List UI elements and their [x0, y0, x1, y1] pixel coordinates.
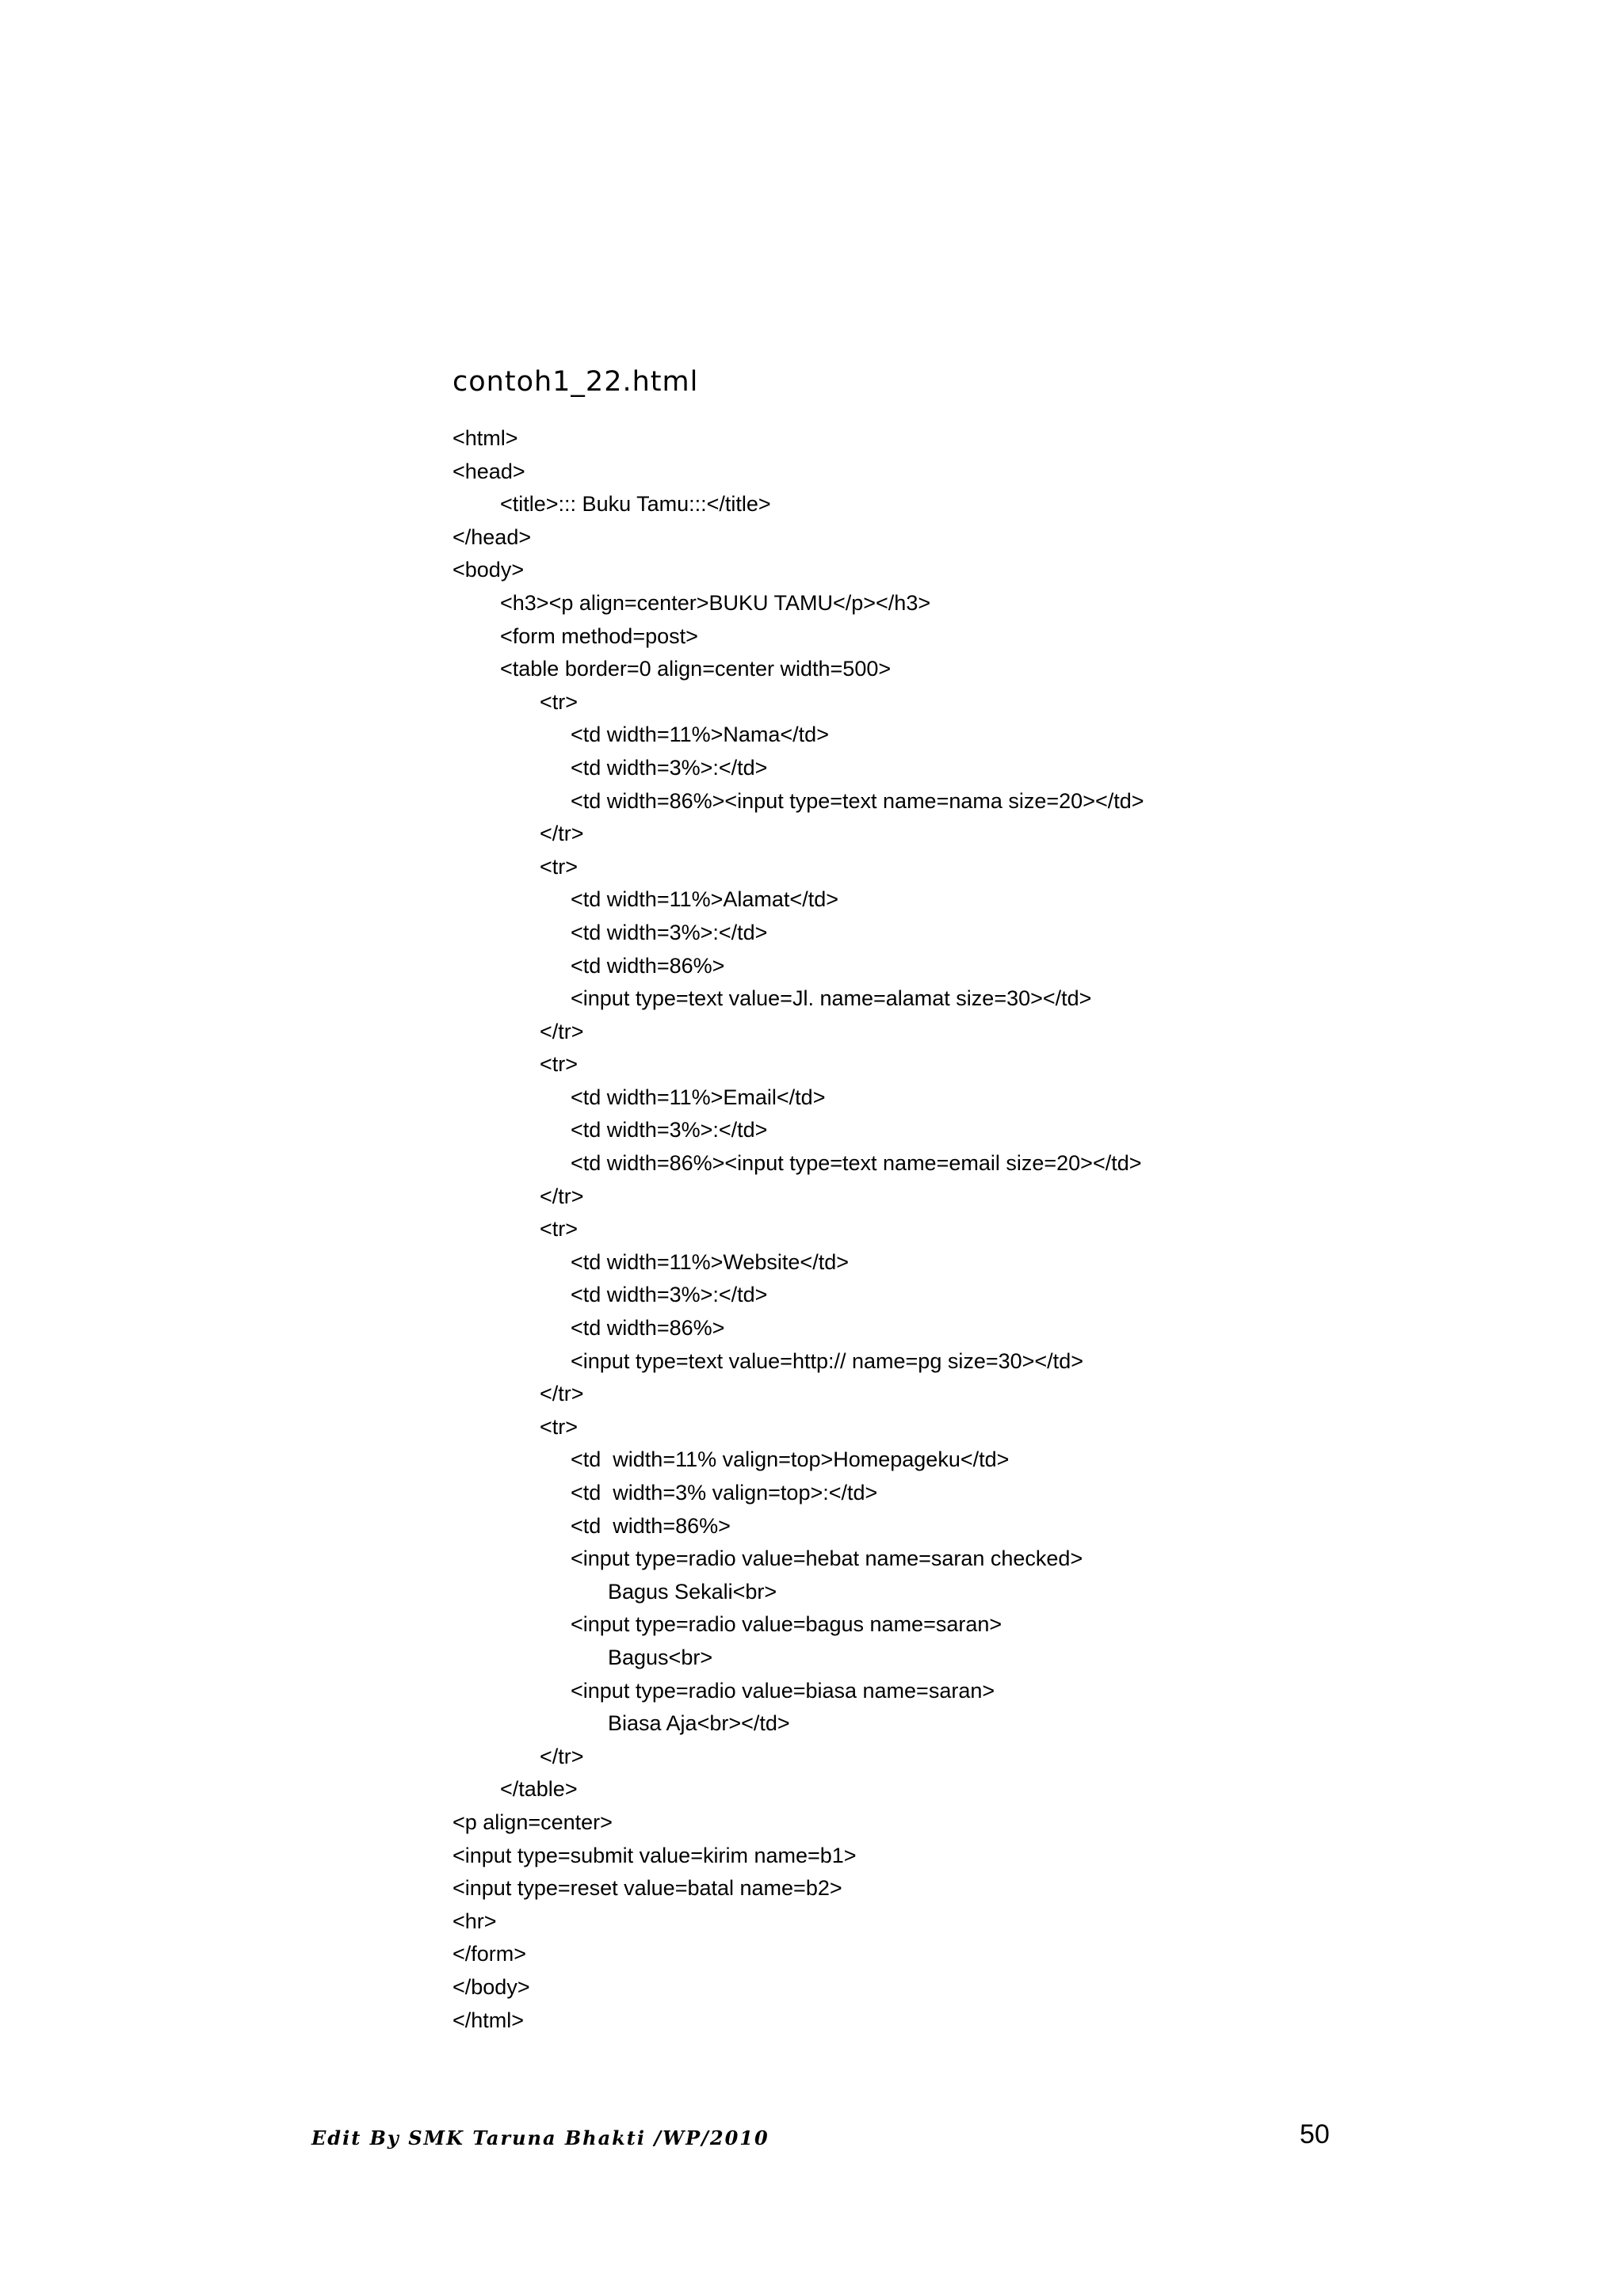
- code-line: </table>: [500, 1777, 578, 1802]
- footer-credit: Edit By SMK Taruna Bhakti /WP/2010: [311, 2126, 769, 2149]
- code-line: <input type=radio value=bagus name=saran>: [571, 1612, 1002, 1637]
- code-line: <td width=3% valign=top>:</td>: [571, 1481, 878, 1505]
- code-line: <h3><p align=center>BUKU TAMU</p></h3>: [500, 590, 931, 615]
- code-line: <title>::: Buku Tamu:::</title>: [500, 492, 771, 517]
- code-line: <p align=center>: [453, 1810, 613, 1834]
- code-line: <td width=3%>:</td>: [571, 1283, 768, 1307]
- code-line: <input type=radio value=hebat name=saran checked>: [571, 1547, 1083, 1571]
- code-line: <td width=11%>Alamat</td>: [571, 887, 838, 912]
- code-line: <input type=reset value=batal name=b2>: [453, 1876, 842, 1901]
- code-line: <tr>: [540, 1414, 579, 1439]
- code-line: <td width=3%>:</td>: [571, 1118, 768, 1142]
- code-line: Bagus<br>: [608, 1645, 713, 1669]
- code-line: <tr>: [540, 1217, 579, 1241]
- code-line: Biasa Aja<br></td>: [608, 1711, 790, 1736]
- code-line: <td width=86%>: [571, 1316, 725, 1341]
- code-line: </body>: [453, 1974, 530, 1999]
- code-line: <input type=radio value=biasa name=saran>: [571, 1678, 995, 1703]
- code-line: <td width=3%>:</td>: [571, 755, 768, 780]
- code-line: <table border=0 align=center width=500>: [500, 657, 892, 681]
- code-line: <td width=86%><input type=text name=nama size=20></td>: [571, 788, 1144, 813]
- code-line: </html>: [453, 2008, 525, 2032]
- code-line: <input type=submit value=kirim name=b1>: [453, 1843, 857, 1867]
- code-line: <form method=post>: [500, 624, 698, 648]
- code-line: <body>: [453, 558, 525, 582]
- code-line: <tr>: [540, 1052, 579, 1077]
- code-line: <tr>: [540, 689, 579, 714]
- code-line: </form>: [453, 1942, 527, 1966]
- code-line: <td width=3%>:</td>: [571, 920, 768, 944]
- code-line: <td width=86%>: [571, 1513, 731, 1538]
- code-line: Bagus Sekali<br>: [608, 1579, 777, 1604]
- code-line: </tr>: [540, 1019, 584, 1043]
- code-line: </tr>: [540, 1744, 584, 1768]
- code-line: <td width=86%>: [571, 953, 725, 978]
- code-line: <input type=text value=Jl. name=alamat size=30></td>: [571, 986, 1092, 1011]
- code-line: <head>: [453, 459, 525, 483]
- code-line: <td width=11% valign=top>Homepageku</td>: [571, 1447, 1010, 1472]
- code-line: </tr>: [540, 1382, 584, 1406]
- code-line: </tr>: [540, 1184, 584, 1208]
- code-line: <td width=11%>Nama</td>: [571, 723, 829, 747]
- code-line: <hr>: [453, 1909, 497, 1933]
- code-line: <input type=text value=http:// name=pg size=30></td>: [571, 1348, 1083, 1373]
- code-line: <html>: [453, 426, 518, 450]
- code-line: <td width=86%><input type=text name=email size=20></td>: [571, 1151, 1142, 1176]
- code-listing: [453, 422, 1443, 2037]
- page-title: contoh1_22.html: [453, 366, 699, 398]
- code-line: </head>: [453, 524, 532, 549]
- code-line: <tr>: [540, 854, 579, 879]
- code-line: </tr>: [540, 822, 584, 846]
- code-line: <td width=11%>Email</td>: [571, 1085, 826, 1109]
- code-line: <td width=11%>Website</td>: [571, 1249, 849, 1274]
- page-number: 50: [1300, 2119, 1330, 2149]
